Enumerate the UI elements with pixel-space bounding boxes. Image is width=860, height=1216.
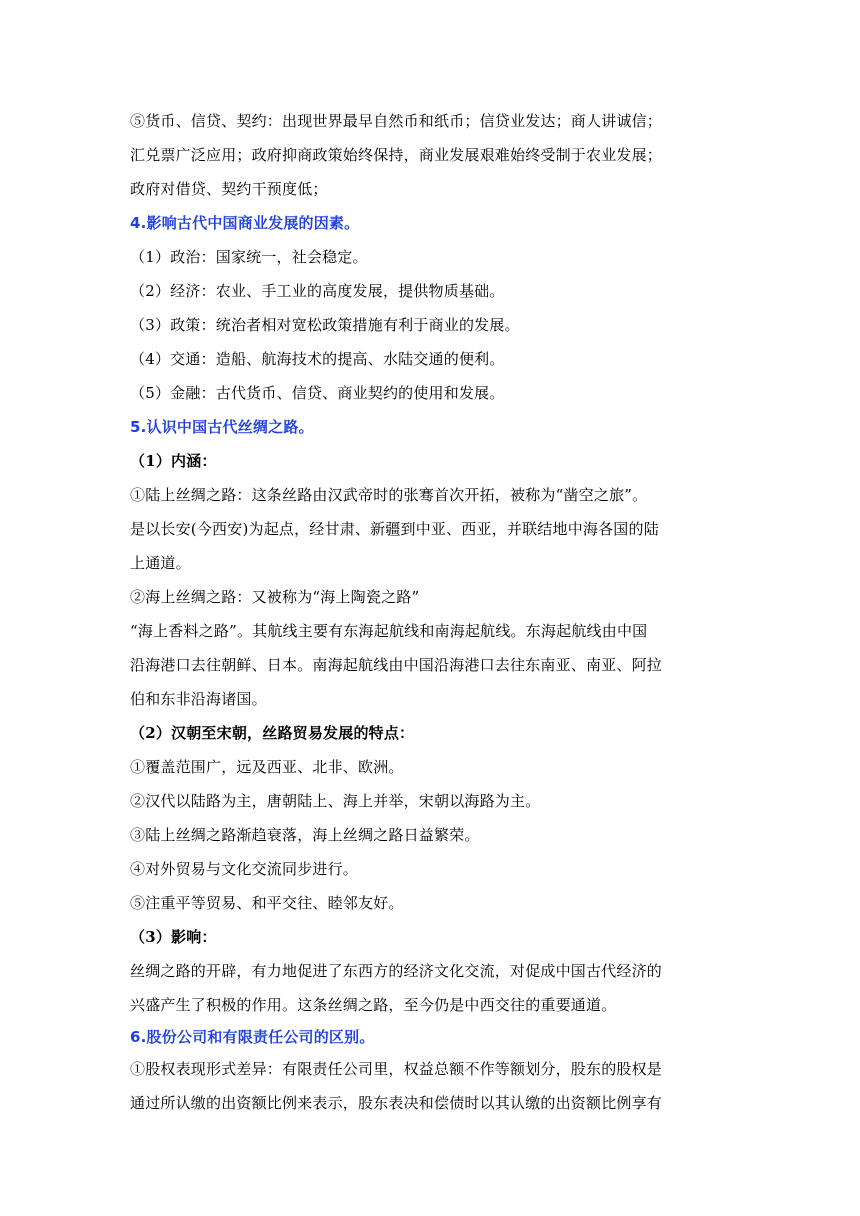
list-item: ②汉代以陆路为主，唐朝陆上、海上并举，宋朝以海路为主。 — [130, 792, 541, 810]
list-item: （2）经济：农业、手工业的高度发展，提供物质基础。 — [130, 282, 505, 300]
paragraph-line: 是以长安(今西安)为起点，经甘肃、新疆到中亚、西亚，并联结地中海各国的陆 — [130, 520, 659, 538]
list-item: （5）金融：古代货币、信贷、商业契约的使用和发展。 — [130, 384, 505, 402]
list-item: ④对外贸易与文化交流同步进行。 — [130, 860, 359, 878]
list-item: （1）政治：国家统一，社会稳定。 — [130, 248, 368, 266]
sub-heading: （2）汉朝至宋朝，丝路贸易发展的特点： — [130, 724, 415, 742]
paragraph-line: ⑤货币、信贷、契约：出现世界最早自然币和纸币；信贷业发达；商人讲诚信； — [130, 112, 663, 130]
list-item: （4）交通：造船、航海技术的提高、水陆交通的便利。 — [130, 350, 505, 368]
paragraph-line: ①陆上丝绸之路：这条丝路由汉武帝时的张骞首次开拓，被称为“凿空之旅”。 — [130, 486, 648, 504]
paragraph-line: ①股权表现形式差异：有限责任公司里，权益总额不作等额划分，股东的股权是 — [130, 1060, 663, 1078]
section-heading-4: 4.影响古代中国商业发展的因素。 — [130, 214, 360, 232]
paragraph-line: 伯和东非沿海诸国。 — [130, 690, 267, 708]
paragraph-line: 政府对借贷、契约干预度低； — [130, 180, 328, 198]
paragraph-line: 上通道。 — [130, 554, 191, 572]
section-heading-6: 6.股份公司和有限责任公司的区别。 — [130, 1028, 375, 1046]
paragraph-line: “海上香料之路”。其航线主要有东海起航线和南海起航线。东海起航线由中国 — [130, 622, 648, 640]
paragraph-line: 通过所认缴的出资额比例来表示，股东表决和偿债时以其认缴的出资额比例享有 — [130, 1094, 663, 1112]
paragraph-line: 沿海港口去往朝鲜、日本。南海起航线由中国沿海港口去往东南亚、南亚、阿拉 — [130, 656, 663, 674]
list-item: ①覆盖范围广，远及西亚、北非、欧洲。 — [130, 758, 404, 776]
list-item: ⑤注重平等贸易、和平交往、睦邻友好。 — [130, 894, 404, 912]
section-heading-5: 5.认识中国古代丝绸之路。 — [130, 418, 314, 436]
paragraph-line: 兴盛产生了积极的作用。这条丝绸之路，至今仍是中西交往的重要通道。 — [130, 996, 617, 1014]
list-item: （3）政策：统治者相对宽松政策措施有利于商业的发展。 — [130, 316, 520, 334]
sub-heading: （1）内涵： — [130, 452, 217, 470]
paragraph-line: 汇兑票广泛应用；政府抑商政策始终保持，商业发展艰难始终受制于农业发展； — [130, 146, 663, 164]
document-body — [130, 104, 733, 1120]
paragraph-line: ②海上丝绸之路：又被称为“海上陶瓷之路” — [130, 588, 420, 606]
paragraph-line: 丝绸之路的开辟，有力地促进了东西方的经济文化交流，对促成中国古代经济的 — [130, 962, 663, 980]
list-item: ③陆上丝绸之路渐趋衰落，海上丝绸之路日益繁荣。 — [130, 826, 480, 844]
sub-heading: （3）影响： — [130, 928, 217, 946]
